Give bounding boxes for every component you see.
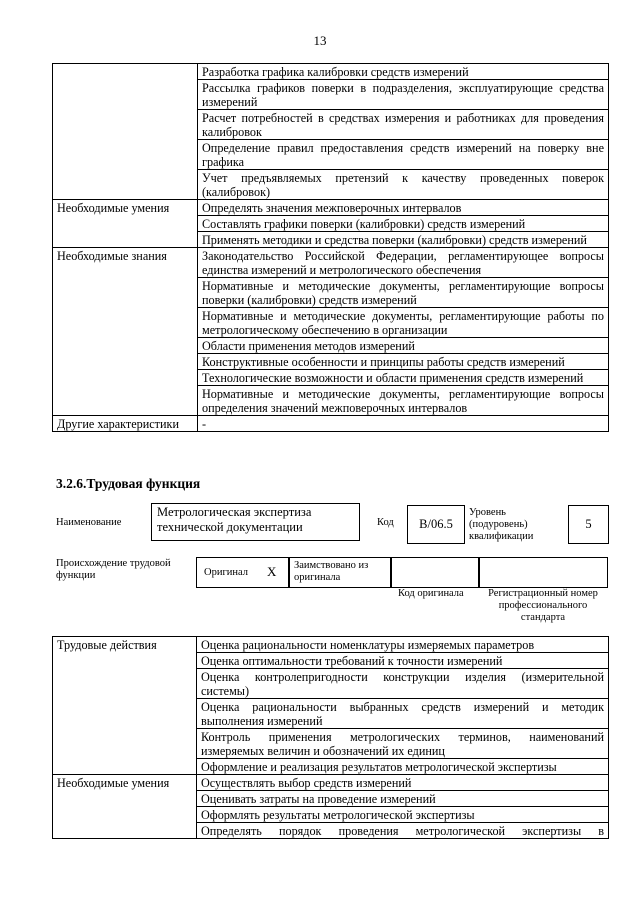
borrowed-cell xyxy=(288,557,392,588)
function-name-box: Метрологическая экспертиза технической документации xyxy=(151,503,360,541)
table-cell: Разработка графика калибровки средств измерений xyxy=(198,64,609,80)
table-row xyxy=(53,775,609,791)
table-cell: Нормативные и методические документы, регламентирующие вопросы поверки (калибровки) средств измерений xyxy=(198,278,609,308)
original-mark: X xyxy=(267,564,277,579)
table-row xyxy=(53,248,609,278)
table-cell: Осуществлять выбор средств измерений xyxy=(197,775,609,791)
labor-function-table xyxy=(52,636,609,839)
table-cell: Составлять графики поверки (калибровки) средств измерений xyxy=(198,216,609,232)
origin-label: Происхождение трудовой функции xyxy=(56,558,171,581)
table-cell: Оценка оптимальности требований к точности измерений xyxy=(197,653,609,669)
table-cell: Расчет потребностей в средствах измерения и работниках для проведения калибровок xyxy=(198,110,609,140)
table-cell: Технологические возможности и области применения средств измерений xyxy=(198,370,609,386)
reg-number-cell xyxy=(478,557,608,588)
original-label: Оригинал xyxy=(204,567,248,578)
page-number: 13 xyxy=(313,33,327,48)
table-cell: Законодательство Российской Федерации, регламентирующее вопросы единства измерений и метрологического обеспечения xyxy=(198,248,609,278)
table-cell: Оценка рациональности выбранных средств измерений и методик выполнения измерений xyxy=(197,699,609,729)
table-cell: Нормативные и методические документы, регламентирующие вопросы определения значений межповерочных интервалов xyxy=(198,386,609,416)
borrowed-label: Заимствовано из оригинала xyxy=(294,560,369,583)
code-original-cell xyxy=(390,557,480,588)
table-cell: Конструктивные особенности и принципы работы средств измерений xyxy=(198,354,609,370)
table-cell: Учет предъявляемых претензий к качеству проведенных поверок (калибровок) xyxy=(198,170,609,200)
table-cell: Области применения методов измерений xyxy=(198,338,609,354)
table-cell: Оценка рациональности номенклатуры измеряемых параметров xyxy=(197,637,609,653)
row-header-other: Другие характеристики xyxy=(53,416,198,432)
code-label: Код xyxy=(377,517,394,528)
table-cell: Оценка контролепригодности конструкции изделия (измерительной системы) xyxy=(197,669,609,699)
row-header xyxy=(53,64,198,200)
original-cell xyxy=(196,557,290,588)
table-cell: Применять методики и средства поверки (калибровки) средств измерений xyxy=(198,232,609,248)
table-row xyxy=(53,637,609,653)
table-cell: Определять порядок проведения метрологической экспертизы в xyxy=(197,823,609,839)
row-header-actions: Трудовые действия xyxy=(53,637,197,775)
table-row xyxy=(53,416,609,432)
reg-number-caption: Регистрационный номер профессионального стандарта xyxy=(488,588,598,623)
code-value-box: B/06.5 xyxy=(407,505,465,544)
code-original-caption: Код оригинала xyxy=(398,588,464,599)
table-row xyxy=(53,200,609,216)
row-header-skills: Необходимые умения xyxy=(53,775,197,839)
level-value-box: 5 xyxy=(568,505,609,544)
table-cell: Оценивать затраты на проведение измерений xyxy=(197,791,609,807)
labor-function-table-continued xyxy=(52,63,609,432)
table-cell: Оформлять результаты метрологической экспертизы xyxy=(197,807,609,823)
table-cell: Контроль применения метрологических терминов, наименований измеряемых величин и обозначений их единиц xyxy=(197,729,609,759)
row-header-knowledge: Необходимые знания xyxy=(53,248,198,416)
row-header-skills: Необходимые умения xyxy=(53,200,198,248)
table-cell: Определение правил предоставления средств измерений на поверку вне графика xyxy=(198,140,609,170)
table-cell: Рассылка графиков поверки в подразделения, эксплуатирующие средства измерений xyxy=(198,80,609,110)
name-label: Наименование xyxy=(56,517,122,528)
section-title: 3.2.6.Трудовая функция xyxy=(56,476,201,491)
table-cell: Нормативные и методические документы, регламентирующие работы по метрологическому обеспечению в организации xyxy=(198,308,609,338)
table-cell: - xyxy=(198,416,609,432)
level-label: Уровень (подуровень) квалификации xyxy=(469,507,534,542)
table-cell: Оформление и реализация результатов метрологической экспертизы xyxy=(197,759,609,775)
table-row xyxy=(53,64,609,80)
table-cell: Определять значения межповерочных интервалов xyxy=(198,200,609,216)
